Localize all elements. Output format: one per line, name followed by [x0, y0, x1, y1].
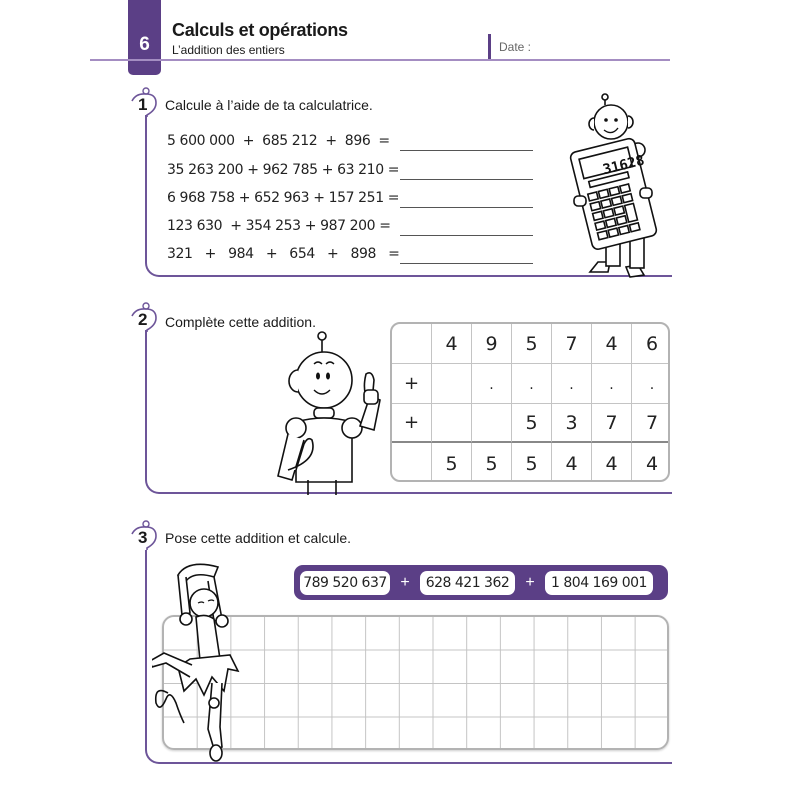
table-cell	[472, 404, 512, 443]
table-cell: 3	[552, 404, 592, 443]
table-cell	[392, 443, 432, 482]
page-title: Calculs et opérations	[172, 20, 348, 40]
table-cell: 5	[512, 324, 552, 364]
answer-field-2[interactable]	[400, 179, 533, 180]
table-cell: 7	[552, 324, 592, 364]
calc-row-5: 321 + 984 + 654 + 898 =	[167, 246, 400, 262]
operand-3: 1 804 169 001	[545, 571, 653, 595]
calc-row-2: 35 263 200 + 962 785 + 63 210 =	[167, 162, 400, 178]
table-cell: 4	[592, 324, 632, 364]
sum-digit: 4	[552, 443, 592, 482]
plus-sign: +	[400, 573, 410, 591]
operands-bar	[294, 565, 668, 600]
blank-digit-cell[interactable]: .	[512, 364, 552, 404]
table-cell: 7	[592, 404, 632, 443]
exercise-3-instruction: Pose cette addition et calcule.	[165, 530, 352, 546]
blank-digit-cell[interactable]: .	[472, 364, 512, 404]
chapter-tab	[128, 0, 161, 75]
exercise-1-badge	[128, 87, 162, 117]
table-cell: 7	[632, 404, 670, 443]
table-cell	[432, 404, 472, 443]
header-divider	[90, 59, 670, 61]
table-cell	[392, 324, 432, 364]
sum-digit: 4	[645, 452, 659, 475]
sum-digit: 4	[592, 443, 632, 482]
page-subtitle: L’addition des entiers	[172, 43, 285, 57]
blank-digit-cell[interactable]	[432, 364, 472, 404]
exercise-3-badge	[128, 520, 162, 550]
exercise-2-number: 2	[138, 310, 148, 329]
answer-field-3[interactable]	[400, 207, 533, 208]
robot-calculator-illustration	[568, 92, 668, 282]
exercise-2-badge	[128, 302, 162, 332]
sum-digit: 5	[512, 443, 552, 482]
blank-digit-cell[interactable]: .	[632, 364, 670, 404]
calc-row-1: 5 600 000 + 685 212 + 896 =	[167, 133, 390, 149]
answer-field-5[interactable]	[400, 263, 533, 264]
blank-digit-cell[interactable]: .	[592, 364, 632, 404]
table-cell: 9	[472, 324, 512, 364]
ballerina-robot-illustration	[152, 555, 262, 765]
sum-digit: 5	[432, 443, 472, 482]
plus-sign: +	[525, 573, 535, 591]
addition-table	[390, 322, 670, 482]
exercise-3-number: 3	[138, 528, 148, 547]
calc-row-4: 123 630 + 354 253 + 987 200 =	[167, 218, 391, 234]
table-cell: 6	[632, 324, 670, 364]
chapter-number: 6	[139, 34, 150, 55]
table-cell: 4	[432, 324, 472, 364]
plus-sign: +	[392, 364, 432, 404]
operand-2: 628 421 362	[420, 571, 515, 595]
exercise-1-instruction: Calcule à l’aide de ta calculatrice.	[165, 97, 373, 113]
exercise-1-number: 1	[138, 95, 148, 114]
sum-digit: 5	[472, 443, 512, 482]
date-field[interactable]: Date :	[499, 40, 532, 54]
answer-field-1[interactable]	[400, 150, 533, 151]
answer-field-4[interactable]	[400, 235, 533, 236]
table-cell: 5	[512, 404, 552, 443]
operand-1: 789 520 637	[300, 571, 390, 595]
calc-row-3: 6 968 758 + 652 963 + 157 251 =	[167, 190, 400, 206]
date-marker	[488, 34, 491, 59]
exercise-2-instruction: Complète cette addition.	[165, 314, 316, 330]
blank-digit-cell[interactable]: .	[552, 364, 592, 404]
calculator-display: 31628	[601, 152, 647, 179]
plus-sign: +	[392, 404, 432, 443]
robot-thumbs-up-illustration	[268, 330, 388, 495]
